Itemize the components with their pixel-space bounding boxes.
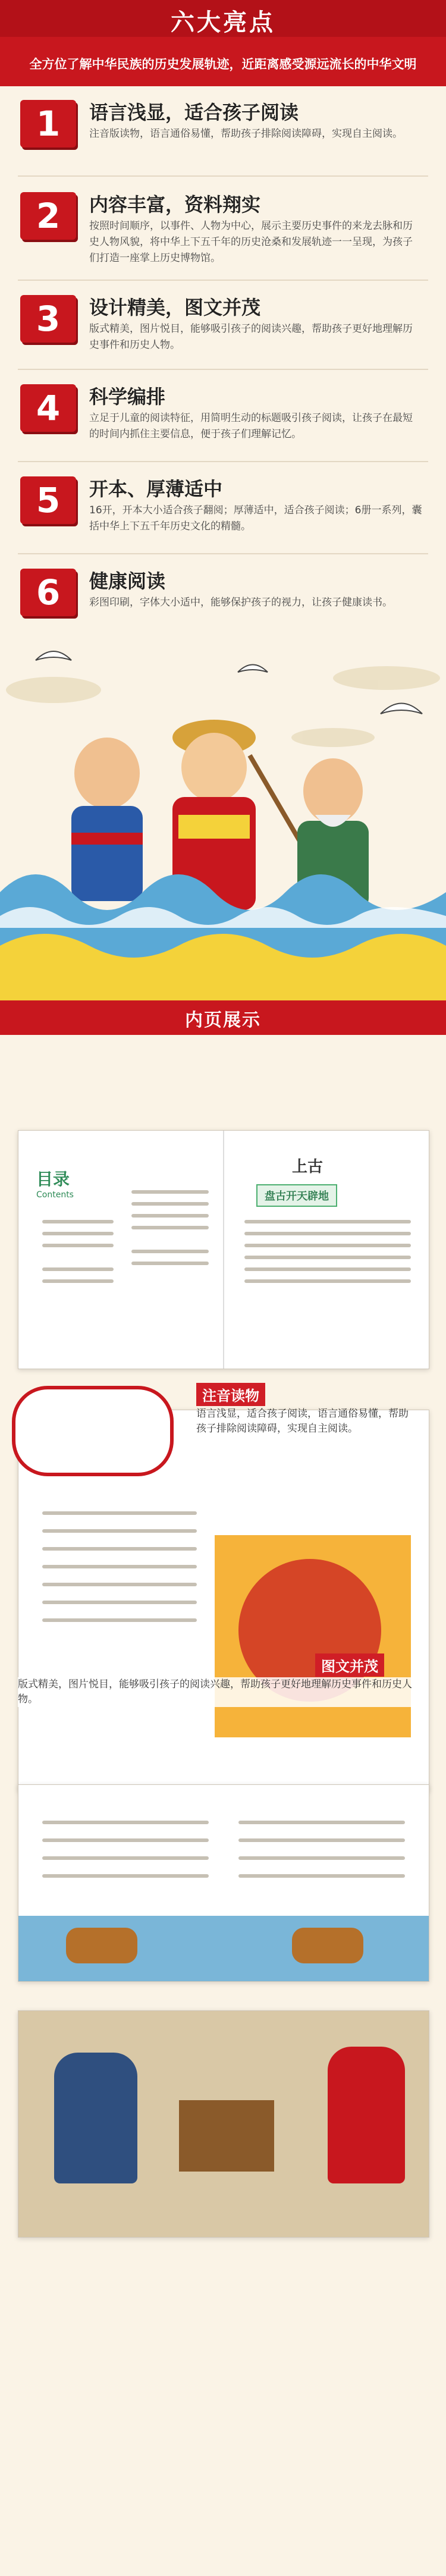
book-spine: [223, 1131, 224, 1369]
chapter-subtitle: 盘古开天辟地: [256, 1184, 337, 1207]
chapter-heading: 上古: [292, 1158, 323, 1176]
feature-title: 健康阅读: [89, 570, 166, 592]
oxen-illustration: [18, 1916, 429, 1981]
feature-number-badge: 5: [20, 476, 76, 524]
feature-number-badge: 2: [20, 192, 76, 240]
feature-title: 设计精美，图文并茂: [89, 296, 261, 319]
divider: [18, 461, 428, 462]
feature-item-4: [0, 374, 446, 462]
feature-description: 按照时间顺序，以事件、人物为中心，展示主要历史事件的来龙去脉和历史人物风貌，将中华上下五千年的历史沧桑和发展轨迹一一呈现，为孩子们打造一座掌上历史博物馆。: [89, 220, 413, 264]
feature-number-badge: 1: [20, 100, 76, 148]
book-spread-court: [18, 2010, 429, 2238]
toc-title: 目录: [36, 1169, 70, 1189]
pinyin-label: 注音读物: [196, 1383, 265, 1406]
feature-item-1: [0, 89, 446, 177]
book-spread-oxen: [18, 1784, 429, 1982]
feature-description: 彩图印刷，字体大小适中，能够保护孩子的视力，让孩子健康读书。: [89, 597, 392, 608]
toc-subtitle-en: Contents: [36, 1190, 74, 1200]
divider: [18, 175, 428, 177]
feature-item-3: [0, 284, 446, 372]
feature-number-badge: 4: [20, 384, 76, 432]
feature-description: 注音版读物，语言通俗易懂，帮助孩子排除阅读障碍，实现自主阅读。: [89, 128, 403, 140]
feature-item-5: [0, 466, 446, 554]
pinyin-description: 语言浅显，适合孩子阅读，语言通俗易懂，帮助孩子排除阅读障碍，实现自主阅读。: [196, 1408, 409, 1435]
court-illustration: [18, 2011, 429, 2237]
feature-number-badge: 6: [20, 569, 76, 616]
feature-item-6: [0, 558, 446, 646]
feature-description: 版式精美，图片悦目，能够吸引孩子的阅读兴趣，帮助孩子更好地理解历史事件和历史人物。: [89, 323, 413, 351]
section-title: 内页展示: [185, 1010, 261, 1031]
page-subtitle: 全方位了解中华民族的历史发展轨迹，近距离感受源远流长的中华文明: [29, 57, 417, 71]
warrior-figure-left: [71, 738, 143, 901]
feature-number-badge: 3: [20, 295, 76, 343]
feature-description: 立足于儿童的阅读特征，用简明生动的标题吸引孩子阅读，让孩子在最短的时间内抓住主要信息，便于孩子们理解记忆。: [89, 412, 413, 440]
design-description: 版式精美，图片悦目，能够吸引孩子的阅读兴趣，帮助孩子更好地理解历史事件和历史人物。: [18, 1677, 416, 1707]
pinyin-magnifier: [12, 1386, 174, 1476]
divider: [18, 369, 428, 370]
feature-title: 科学编排: [89, 385, 166, 408]
book-spread-toc: [18, 1130, 429, 1369]
feature-item-2: [0, 181, 446, 283]
hero-illustration: [0, 636, 446, 981]
page-title: 六大亮点: [171, 9, 275, 36]
design-label: 图文并茂: [315, 1653, 384, 1677]
feature-title: 内容丰富，资料翔实: [89, 193, 261, 216]
feature-title: 开本、厚薄适中: [89, 478, 223, 500]
feature-title: 语言浅显，适合孩子阅读: [89, 101, 299, 124]
battle-illustration: [215, 1535, 411, 1737]
divider: [18, 280, 428, 281]
feature-description: 16开，开本大小适合孩子翻阅；厚薄适中，适合孩子阅读；6册一系列，囊括中华上下五千年历史文化的精髓。: [89, 504, 422, 532]
divider: [18, 553, 428, 554]
